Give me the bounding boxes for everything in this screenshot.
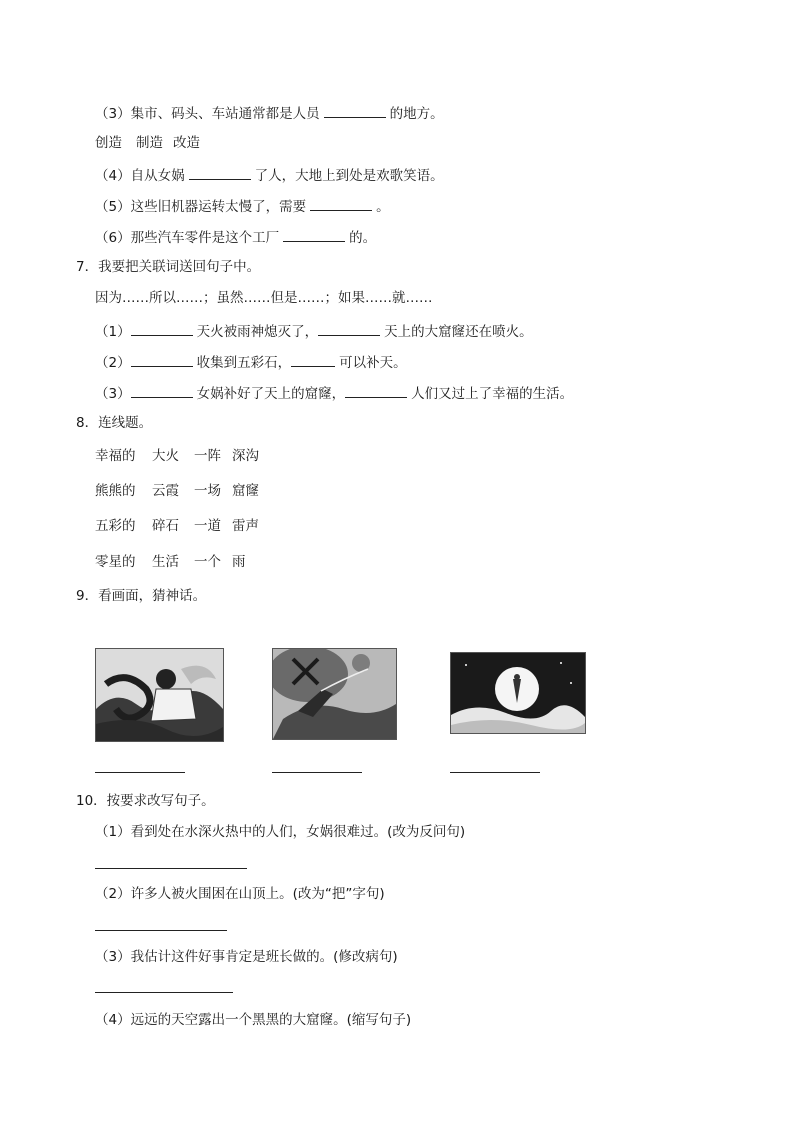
q6-item-6-suffix: 的。 <box>349 230 377 246</box>
q7-item-2 <box>95 352 407 372</box>
choice-word: 制造 <box>136 135 163 151</box>
matching-word[interactable]: 窟窿 <box>232 483 259 499</box>
archer-picture <box>272 648 397 740</box>
q6-item-6-text: （6）那些汽车零件是这个工厂 <box>95 230 280 246</box>
q10-item-2: （2）许多人被火围困在山顶上。(改为“把”字句) <box>95 886 385 902</box>
q7-item-3-blank-2[interactable] <box>345 383 407 398</box>
matching-word[interactable]: 一阵 <box>194 448 221 464</box>
q9-title: 9．看画面，猜神话。 <box>76 588 207 604</box>
q6-item-4 <box>95 165 444 185</box>
q6-item-3 <box>95 103 444 123</box>
q7-item-1-blank-1[interactable] <box>131 321 193 336</box>
q7-title: 7．我要把关联词送回句子中。 <box>76 259 261 275</box>
matching-word[interactable]: 五彩的 <box>95 518 136 534</box>
q7-item-2-post: 可以补天。 <box>339 355 407 371</box>
matching-word[interactable]: 零星的 <box>95 554 136 570</box>
matching-word[interactable]: 生活 <box>152 554 179 570</box>
matching-word[interactable]: 一个 <box>194 554 221 570</box>
q6-item-3-blank[interactable] <box>324 103 386 118</box>
choice-word: 改造 <box>173 135 200 151</box>
q9-answer-line-3[interactable] <box>450 772 540 773</box>
matching-word[interactable]: 幸福的 <box>95 448 136 464</box>
q7-item-3-mid: 女娲补好了天上的窟窿， <box>196 386 346 402</box>
matching-word[interactable]: 雷声 <box>232 518 259 534</box>
matching-word[interactable]: 雨 <box>232 554 246 570</box>
q7-item-2-blank-1[interactable] <box>131 352 193 367</box>
dragon-picture <box>95 648 224 742</box>
matching-word[interactable]: 云霞 <box>152 483 179 499</box>
q10-answer-line-1[interactable] <box>95 868 247 869</box>
q7-item-1-blank-2[interactable] <box>318 321 380 336</box>
q7-item-2-mid: 收集到五彩石， <box>196 355 292 371</box>
matching-word[interactable]: 碎石 <box>152 518 179 534</box>
q6-item-3-suffix: 的地方。 <box>389 106 444 122</box>
matching-word[interactable]: 深沟 <box>232 448 259 464</box>
q6-item-5 <box>95 196 390 216</box>
q6-item-3-text: （3）集市、码头、车站通常都是人员 <box>95 106 320 122</box>
q7-item-3-blank-1[interactable] <box>131 383 193 398</box>
q6-item-4-suffix: 了人，大地上到处是欢歌笑语。 <box>254 168 444 184</box>
matching-word[interactable]: 一道 <box>194 518 221 534</box>
q10-title: 10．按要求改写句子。 <box>76 793 215 809</box>
q6-item-5-text: （5）这些旧机器运转太慢了，需要 <box>95 199 307 215</box>
q7-item-3-post: 人们又过上了幸福的生活。 <box>411 386 574 402</box>
q7-item-1-mid: 天火被雨神熄灭了， <box>196 324 319 340</box>
q10-answer-line-3[interactable] <box>95 992 233 993</box>
q6-item-6-blank[interactable] <box>283 227 345 242</box>
q7-item-1 <box>95 321 533 341</box>
q7-item-1-post: 天上的大窟窿还在喷火。 <box>384 324 533 340</box>
q7-item-2-blank-2[interactable] <box>291 352 335 367</box>
moon-picture <box>450 652 586 734</box>
q10-item-3: （3）我估计这件好事肯定是班长做的。(修改病句) <box>95 949 398 965</box>
q7-item-2-num: （2） <box>95 355 131 371</box>
choice-word: 创造 <box>95 135 122 151</box>
q6-item-5-suffix: 。 <box>376 199 390 215</box>
q7-item-3 <box>95 383 573 403</box>
q6-item-4-blank[interactable] <box>189 165 251 180</box>
matching-word[interactable]: 大火 <box>152 448 179 464</box>
q6-item-6 <box>95 227 376 247</box>
q9-answer-line-2[interactable] <box>272 772 362 773</box>
matching-word[interactable]: 熊熊的 <box>95 483 136 499</box>
q7-words: 因为……所以……；虽然……但是……；如果……就…… <box>95 290 433 306</box>
q7-item-1-num: （1） <box>95 324 131 340</box>
q10-item-4: （4）远远的天空露出一个黑黑的大窟窿。(缩写句子) <box>95 1012 412 1028</box>
q6-item-5-blank[interactable] <box>310 196 372 211</box>
q6-item-4-text: （4）自从女娲 <box>95 168 185 184</box>
q6-choices <box>95 134 200 152</box>
q9-answer-line-1[interactable] <box>95 772 185 773</box>
q10-answer-line-2[interactable] <box>95 930 227 931</box>
q7-item-3-num: （3） <box>95 386 131 402</box>
q8-title: 8．连线题。 <box>76 415 153 431</box>
matching-word[interactable]: 一场 <box>194 483 221 499</box>
q10-item-1: （1）看到处在水深火热中的人们，女娲很难过。(改为反问句) <box>95 824 466 840</box>
